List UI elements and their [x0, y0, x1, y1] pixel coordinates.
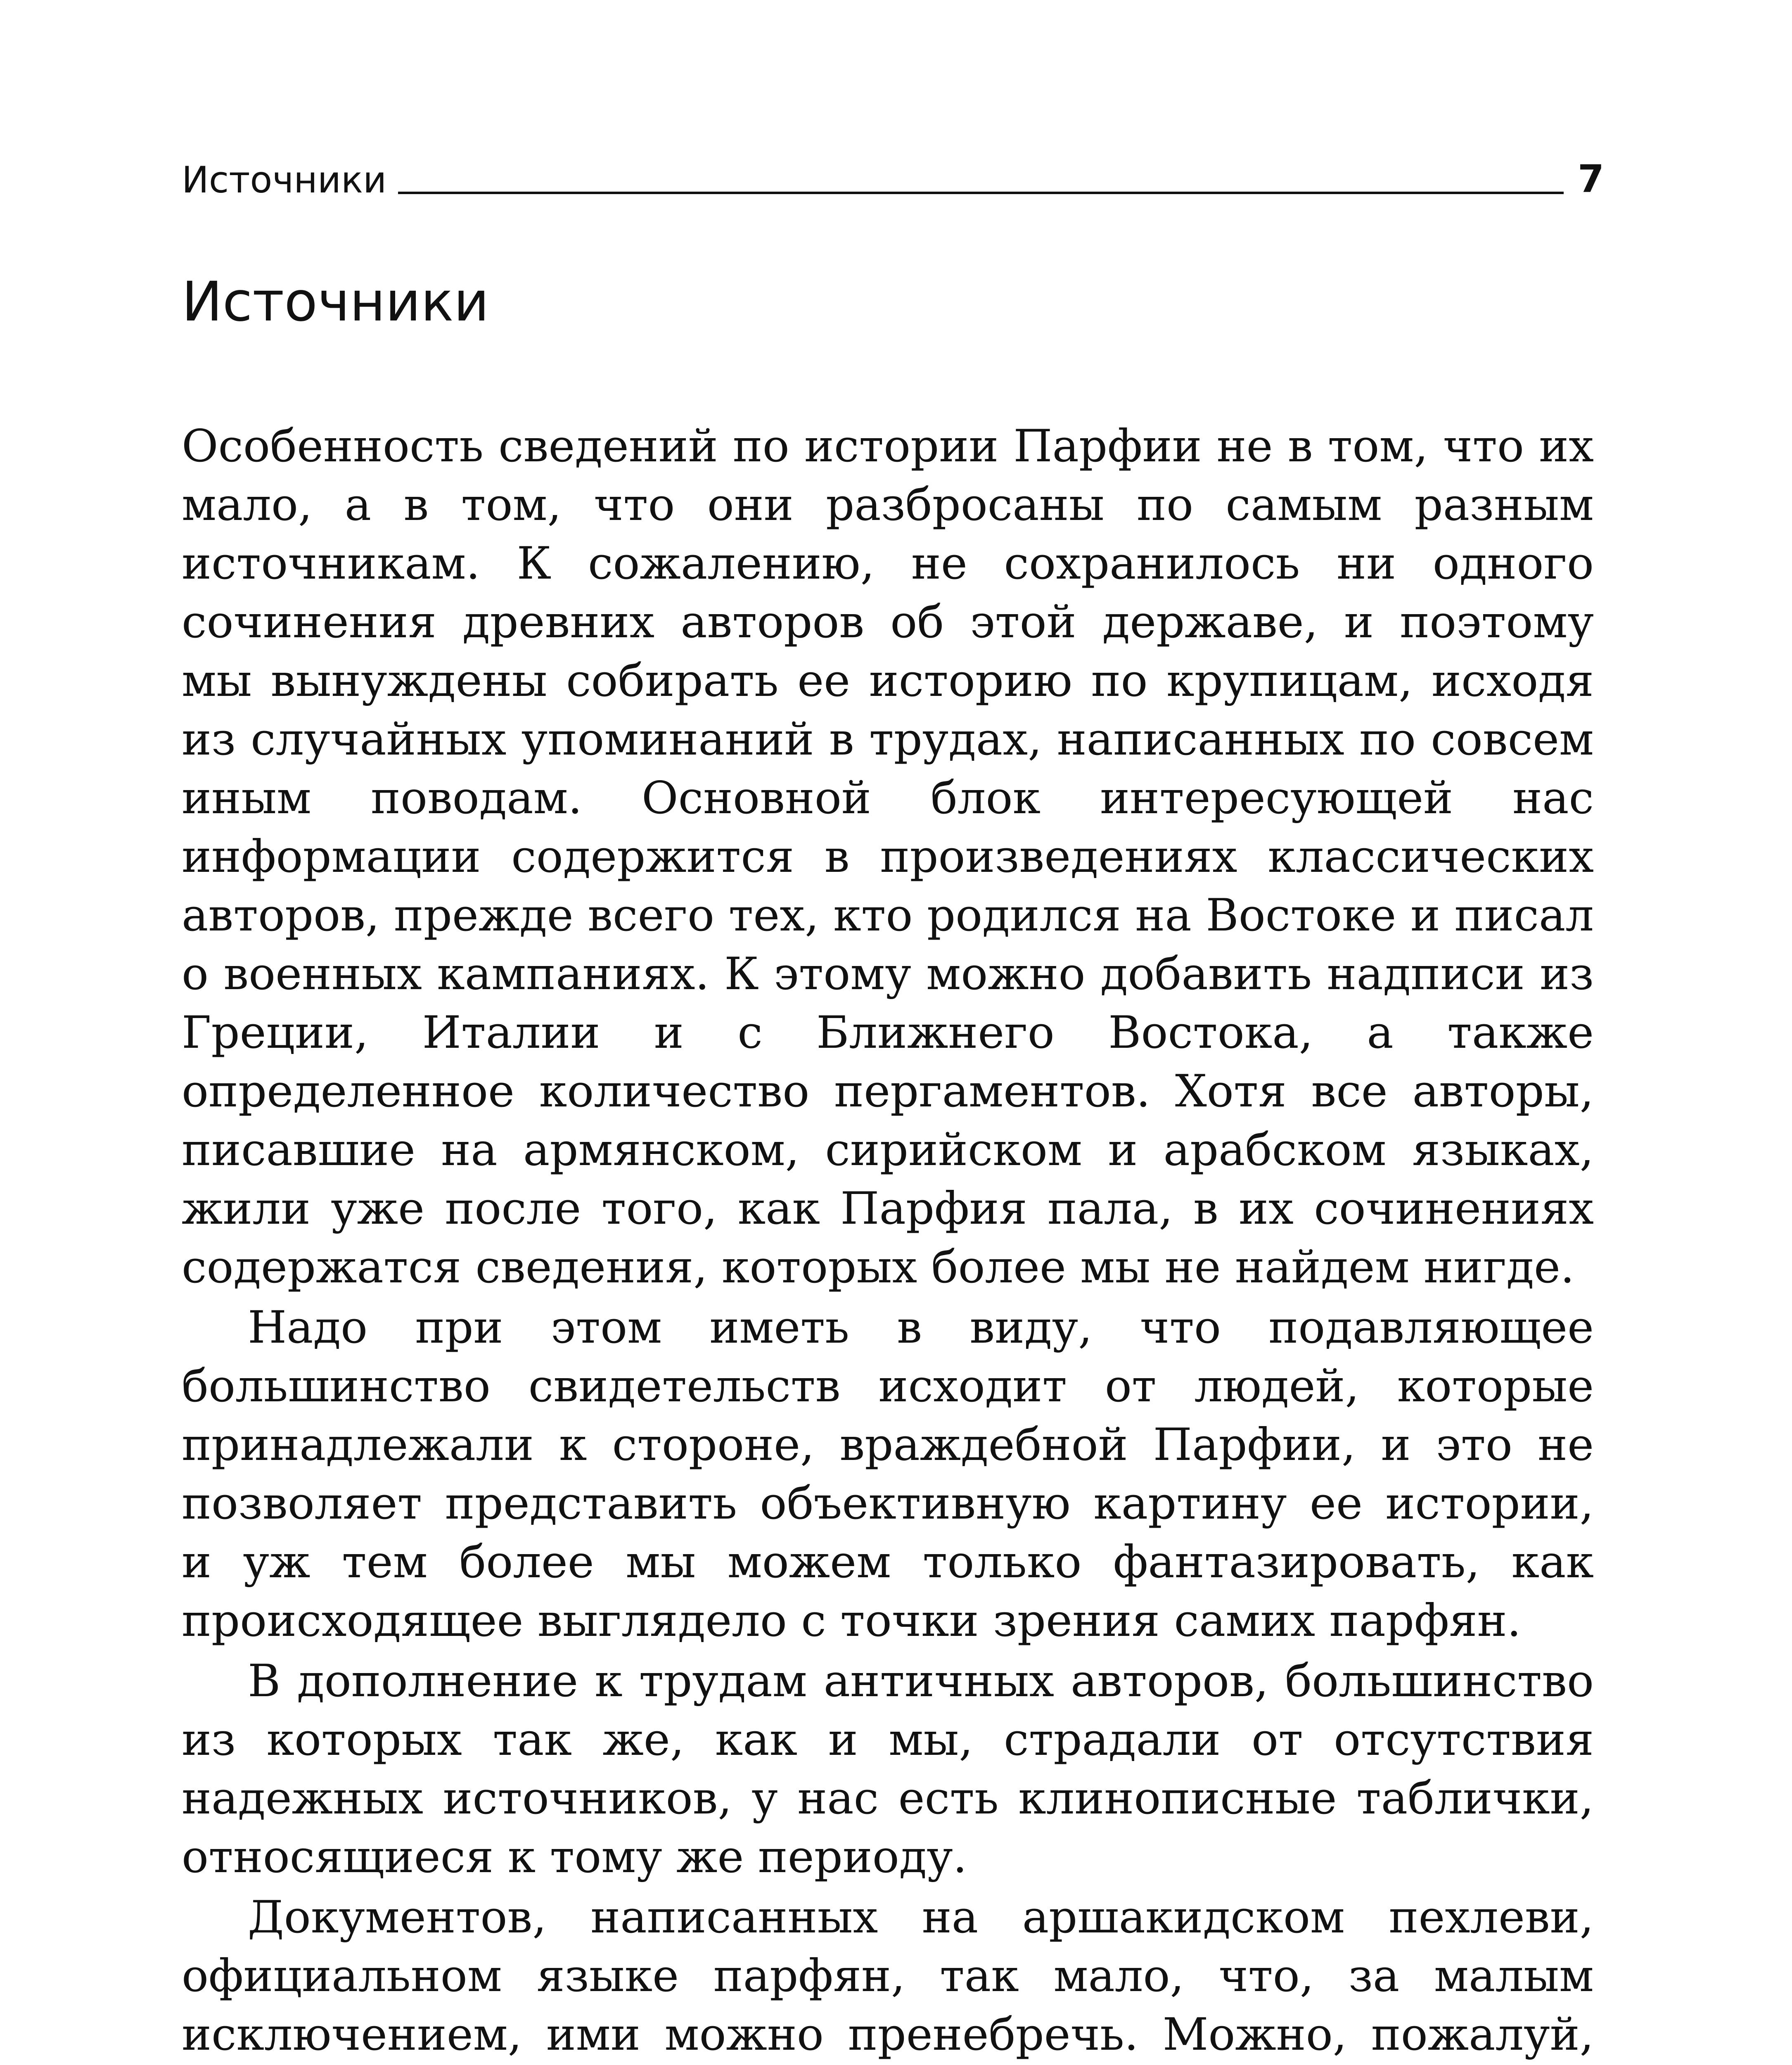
- running-title: Источники: [182, 159, 387, 201]
- paragraph-3: В дополнение к трудам античных авторов, большинство из которых так же, как и мы, страдали от отсутствия надежных источников, у нас есть клинописные таблички, относящиеся к тому же периоду.: [182, 1655, 1594, 1883]
- page-number: 7: [1577, 157, 1604, 201]
- paragraph-4: Документов, написанных на аршакидском пехлеви, официальном языке парфян, так мало, что, за малым исключением, ими можно пренебречь. Можно, пожалуй,: [182, 1892, 1594, 2060]
- body-text: [182, 417, 1594, 2065]
- running-header: [182, 149, 1604, 201]
- paragraph-1: Особенность сведений по истории Парфии не в том, что их мало, а в том, что они разбросаны по самым разным источникам. К сожалению, не сохранилось ни одного сочинения древних авторов об этой державе, и поэтому мы вынуждены собирать ее историю по крупицам, исходя из случайных упоминаний в трудах, написанных по совсем иным поводам. Основной блок интересующей нас информации содержится в произведениях классических авторов, прежде всего тех, кто родился на Востоке и писал о военных кампаниях. К этому можно добавить надписи из Греции, Италии и с Ближнего Востока, а также определенное количество пергаментов. Хотя все авторы, писавшие на армянском, сирийском и арабском языках, жили уже после того, как Парфия пала, в их сочинениях содержатся сведения, которых более мы не найдем нигде.: [182, 420, 1594, 1293]
- paragraph-2: Надо при этом иметь в виду, что подавляющее большинство свидетельств исходит от людей, которые принадлежали к стороне, враждебной Парфии, и это не позволяет представить объективную картину ее истории, и уж тем более мы можем только фантазировать, как происходящее выглядело с точки зрения самих парфян.: [182, 1302, 1594, 1647]
- section-title: Источники: [182, 270, 489, 334]
- header-rule: [398, 192, 1564, 194]
